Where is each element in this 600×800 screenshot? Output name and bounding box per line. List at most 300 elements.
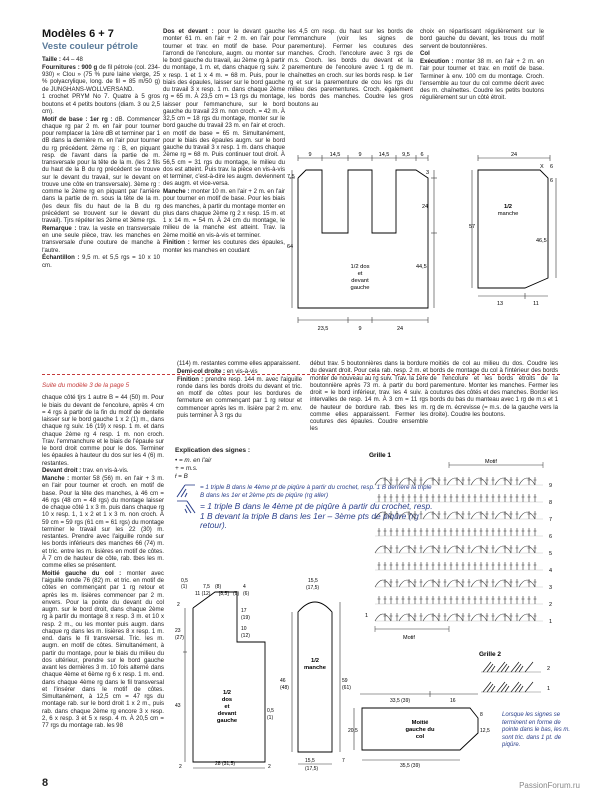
continuation-header: Suite du modèle 3 de la page 5 (42, 382, 130, 389)
grille1-stitch-mark (480, 596, 483, 604)
grille1-stitch-mark (444, 528, 447, 536)
grille1-stitch-mark (504, 562, 507, 570)
bottom-mid-paragraph-text: (114) m. restantes comme elles apparaissent. (177, 360, 301, 367)
grille1-stitch-mark (468, 494, 471, 502)
top-left-paragraph-label: Remarque : (42, 224, 77, 232)
grille1-stitch-mark (402, 562, 405, 570)
grille1-row-number: 4 (549, 568, 553, 574)
grille1-stitch-mark (420, 511, 423, 519)
top-right-paragraph-label: Col (420, 50, 430, 58)
grille1-stitch-mark (504, 528, 507, 536)
top-left-paragraph-label: Fournitures : 900 g (42, 63, 98, 71)
top-left-paragraph (42, 116, 160, 225)
bot-front-left-3: (27) (175, 635, 184, 641)
grille1-stitch-mark (432, 596, 435, 604)
grille1-stitch-mark (408, 562, 411, 570)
grille1-stitch-mark (375, 614, 391, 621)
bot-front-label-5: gauche (216, 718, 238, 724)
grille1-stitch-mark (390, 528, 393, 536)
bottom-middle2-column (310, 360, 428, 433)
top-middle-paragraphs (163, 28, 285, 254)
top-body-label-2: et (357, 271, 363, 277)
grille1-stitch-mark (468, 562, 471, 570)
grille1-stitch-mark (528, 596, 531, 604)
grille1-stitch-mark (378, 596, 381, 604)
grille1-stitch-mark (492, 477, 495, 485)
grille1-stitch-mark (414, 596, 417, 604)
grille1-stitch-mark (495, 614, 511, 621)
grille1-stitch-mark (444, 596, 447, 604)
top-body-dim-2: 14,5 (329, 152, 341, 158)
bot-front-right-2: (1) (267, 715, 274, 721)
grille1-stitch-mark (423, 614, 439, 621)
top-mid-paragraph-text: monter 10 m. en l'air + 2 m. en l'air pour tourner en motif de base. Pour les biais des manches, à partir du montage monter en plus dans chaque 2ème rg 2 x resp. 15 m. et 1 x 14 m. = 54 m. À 24 cm du montage, le milieu de la manche est atteint. Trav. la 2ème moitié en vis-à-vis et terminer. (163, 188, 285, 239)
top-body-bottom-dim-3: 24 (396, 326, 404, 332)
grille1-motif-top: Motif (485, 459, 497, 465)
grille1-stitch-mark (480, 528, 483, 536)
top-mid-paragraph-label: Manche : (163, 188, 190, 195)
grille1-stitch-mark (396, 613, 399, 621)
grille1-stitch-mark (492, 511, 495, 519)
bot-front-top-9: (6) (243, 591, 250, 597)
grille1-stitch-mark (378, 494, 381, 502)
bot-collar-label-1: Moitié (411, 720, 429, 726)
top-left-paragraph (42, 254, 160, 269)
grille1-stitch-mark (519, 614, 535, 621)
bot-front-mid-3: 10 (241, 626, 247, 632)
grille1-stitch-mark (519, 478, 535, 485)
top-mid2-paragraph-text: les 4,5 cm resp. du haut sur les bords de l'emmanchure (voir les signes de parementure). Fermer les coutures des manches. Croch. l'encolure avec 3 rgs de m.s. Croch. les bords du devant et la parementure de l'encolure avec 1 rg de m. chaînettes en croch. sur les bords resp. le 1er rg et sur la parementure de cou les rgs du milieu des parementures. Croch. également les bords des manches. Coudre les gros boutons au (288, 28, 413, 108)
continuation-paragraph (42, 394, 164, 467)
grille1-stitch-mark (516, 511, 519, 519)
grille1-stitch-mark (420, 528, 423, 536)
top-left-paragraph-text: de fil pétrole (col. 234-930) « Clou » (75 % pure laine vierge, 25 % polyacrylique, long. de fil = 85 m/50 g) de JUNGHANS-WOLLVERSAND. (42, 63, 160, 93)
grille1-stitch-mark (390, 596, 393, 604)
grille1-stitch-mark (480, 494, 483, 502)
bottom-right-paragraph-text: moitiés de col au milieu du dos. Coudre les bords de montage du col à l'intérieur des bords de l'encolure et les bords étroits de la parementure. Monter les manches. Fermer les coutures des côtés et des manches. Border les bords du bas du manteau avec 1 rg de m.s et 1 rg de m. écrevisse (= m.s. de la gauche vers la droite). Coudre les boutons. (430, 360, 558, 418)
bot-collar-right-1: 12,5 (480, 728, 490, 734)
grille1-stitch-mark (516, 528, 519, 536)
grille1-stitch-mark (375, 512, 391, 519)
grille1-chart (365, 447, 565, 642)
site-watermark: PassionForum.ru (519, 781, 580, 790)
top-body-left-dim-2: 64 (287, 244, 294, 250)
grille1-stitch-mark (516, 596, 519, 604)
legend-item-dc: ƚ = B (175, 473, 188, 480)
top-body-label-4: gauche (350, 285, 370, 291)
grille1-stitch-mark (420, 596, 423, 604)
grille1-stitch-mark (516, 545, 519, 553)
bot-sleeve-right-2: (61) (342, 685, 351, 691)
top-mid2-paragraph (288, 28, 413, 108)
grille1-stitch-mark (423, 478, 439, 485)
grille1-stitch-mark (402, 494, 405, 502)
grille1-row-number: 8 (549, 500, 553, 506)
grille1-stitch-mark (447, 512, 463, 519)
grille1-stitch-mark (471, 580, 487, 587)
continuation-paragraph-label: Moitié gauche du col : (42, 569, 122, 577)
grille1-stitch-mark (384, 596, 387, 604)
bot-front-left-1: 2 (177, 602, 180, 608)
top-sleeve-top-dim: 24 (510, 152, 518, 158)
bottom-mid-paragraph-text: en vis-à-vis (225, 367, 258, 375)
grille1-stitch-mark (420, 613, 423, 621)
grille1-stitch-mark (480, 562, 483, 570)
grille2-title: Grille 2 (479, 651, 502, 658)
continuation-paragraph-text: chaque côté tjrs 1 autre B = 44 (50) m. Pour le biais du devant de l'encolure, après 4 cm = 4 rgs à partir de la fin du motif de dentelle laisser sur le bord gauche 1 x 2 (1) m., dans chaque rg suiv. 16 (19) x resp. 1 m. et dans chaque 2ème rg 4 resp. 1 m. non croch. Trav. l'emmanchure et le biais de l'épaule sur le bord droit comme pour le dos. Terminer les épaules à hauteur du dos sur les 4 (6) m. restantes. (42, 394, 164, 467)
grille1-stitch-mark (408, 596, 411, 604)
legend-item-sc: + = m.s. (175, 465, 198, 472)
top-left-paragraph (42, 93, 160, 115)
grille1-stitch-mark (534, 494, 537, 502)
grille1-stitch-mark (438, 528, 441, 536)
grille1-stitch-mark (462, 596, 465, 604)
grille1-stitch-mark (432, 494, 435, 502)
bottom-mid2-paragraph-text: début trav. 5 boutonnières dans la bordure du devant droit. Pour cela rab. resp. 2 m. et monter de nouveau au rg suiv. Trav. la 1ère boutonnière après 73 m. à partir du bord droit = le bord inférieur, trav. les 4 suiv. à intervalles de resp. 14 m. À 3 cm = 11 rgs de hauteur de bordure rab. tbes les m. comme elles apparaissent. Fermer les coutures des épaules. Coudre ensemble les (310, 360, 428, 433)
grille1-stitch-mark (522, 494, 525, 502)
bot-front-top-8: 4 (243, 584, 246, 590)
top-body-dim-6: 6 (420, 152, 424, 158)
grille1-stitch-mark (516, 613, 519, 621)
grille1-stitch-mark (468, 613, 471, 621)
bot-sleeve-left-2: (48) (280, 685, 289, 691)
grille1-stitch-mark (462, 494, 465, 502)
grille1-stitch-mark (450, 562, 453, 570)
grille1-stitch-mark (486, 494, 489, 502)
grille1-stitch-mark (447, 546, 463, 553)
grille1-stitch-mark (456, 494, 459, 502)
top-middle-column (163, 28, 285, 254)
page-number: 8 (42, 777, 49, 789)
grille1-row-left-1: 1 (365, 613, 369, 619)
grille1-stitch-mark (495, 478, 511, 485)
bottom-middle2-paragraphs (310, 360, 428, 433)
top-right-paragraph-label: Exécution : (420, 58, 454, 65)
continuation-paragraph-label: Devant droit : (42, 467, 82, 475)
grille1-stitch-mark (414, 528, 417, 536)
bot-front-label-4: devant (217, 711, 237, 717)
grille1-stitch-mark (426, 528, 429, 536)
bot-front-top-2: (1) (181, 584, 188, 590)
top-body-diagram (288, 148, 438, 334)
top-sleeve-left-dim: 57 (469, 224, 476, 230)
grille1-stitch-mark (504, 494, 507, 502)
top-mid-paragraph (163, 28, 285, 188)
grille1-stitch-mark (468, 528, 471, 536)
grille1-stitch-mark (378, 562, 381, 570)
grille1-stitch-mark (399, 478, 415, 485)
bot-front-label-2: dos (221, 697, 233, 703)
grille1-stitch-mark (474, 494, 477, 502)
top-sleeve-diagram (470, 148, 560, 308)
grille1-stitch-mark (471, 614, 487, 621)
grille1-stitch-mark (510, 494, 513, 502)
bot-front-top-4: (8) (215, 584, 222, 590)
bottom-mid-paragraph (177, 360, 302, 367)
bottom-mid-paragraph (177, 376, 302, 420)
legend-item-note1: = 1 triple B dans le 4ème pt de piqûre à partir du crochet, resp. 1 B derrière la triple B dans les 1er et 2ème pts de piqûre (rg aller) (175, 484, 435, 500)
legend-title: Explication des signes : (175, 447, 251, 454)
bot-front-top-3: 7,5 (203, 584, 210, 590)
grille1-title: Grille 1 (369, 452, 392, 459)
top-body-dim-5: 9,5 (402, 152, 410, 158)
triple-b-back-icon (175, 484, 197, 498)
grille1-stitch-mark (498, 562, 501, 570)
triple-b-front-icon (175, 500, 197, 514)
top-body-dim-4: 14,5 (378, 152, 390, 158)
grille1-stitch-mark (399, 580, 415, 587)
grille1-stitch-mark (486, 562, 489, 570)
grille1-stitch-mark (426, 494, 429, 502)
grille1-stitch-mark (399, 512, 415, 519)
bot-front-top-6: [8,5] (219, 591, 229, 597)
top-left-paragraph-label: Échantillon : (42, 254, 80, 262)
grille1-stitch-mark (384, 562, 387, 570)
top-right-paragraphs (420, 28, 544, 102)
continuation-paragraphs (42, 394, 164, 729)
bottom-mid2-paragraph (310, 360, 428, 433)
grille1-stitch-mark (498, 596, 501, 604)
grille1-stitch-mark (396, 494, 399, 502)
top-sleeve-label-2: manche (497, 211, 519, 217)
continuation-paragraph-text: monter avec l'aiguille ronde 76 (82) m. et tric. en motif de côtes en commençant par 1 rg retour et après les m. lisières commencer par 2 m. envers. Pour la pointe du devant du col augm. sur le bord droit, dans chaque 2ème rg à partir du montage 8 x resp. 3 m. et 10 x resp. 2 m., ou les monter puis augm. dans chaque rg dans les m. lisières 8 x resp. 1 m. end. dans le fil transversal. Tric. les m. augm. en motif de côtes. Simultanément, à partir du montage, pour le biais du milieu du dos ultérieur, prendre sur le bord gauche avant les dernières 3 m. 10 fois alterné dans chaque 4ème et 6ème rg 6 x resp. 1 m. end. dans chaque 4ème rg dans le fil transversal et l'insérer dans le motif de côtes. Simultanément, à 12,5 cm = 47 rgs du montage rab. sur le bord droit 1 x 2 m., puis rab. dans chaque 2ème rg encore 3 x resp. 2, 6 x resp. 3 et 5 x resp. 4 m. À 20,5 cm = 77 rgs du montage rab. les 98 (42, 569, 164, 729)
continuation-paragraph-label: Manche : (42, 475, 70, 482)
top-right-paragraph (420, 28, 544, 50)
grille1-stitch-mark (444, 579, 447, 587)
grille1-stitch-mark (444, 613, 447, 621)
grille1-stitch-mark (438, 596, 441, 604)
grille1-stitch-mark (468, 511, 471, 519)
grille1-stitch-mark (462, 562, 465, 570)
grille1-stitch-mark (528, 562, 531, 570)
grille1-stitch-mark (450, 494, 453, 502)
grille1-stitch-mark (432, 528, 435, 536)
grille1-stitch-mark (474, 596, 477, 604)
grille1-stitch-mark (390, 494, 393, 502)
grille2-row-1: 1 (547, 686, 551, 692)
grille1-stitch-mark (474, 562, 477, 570)
grille1-stitch-mark (534, 528, 537, 536)
grille1-motif-bottom: Motif (403, 635, 415, 641)
bottom-front-diagram (175, 572, 280, 772)
bottom-right-paragraphs (430, 360, 558, 418)
grille1-stitch-mark (495, 546, 511, 553)
top-sleeve-bottom-dim-1: 13 (496, 301, 504, 307)
grille1-stitch-mark (447, 478, 463, 485)
top-left-paragraph (42, 56, 160, 63)
model-subtitle: Veste couleur pétrole (42, 41, 139, 52)
grille1-row-number: 9 (549, 483, 553, 489)
continuation-paragraph (42, 570, 164, 730)
bot-front-mid-4: (12) (241, 633, 250, 639)
grille1-stitch-mark (516, 579, 519, 587)
grille1-stitch-mark (492, 494, 495, 502)
bot-collar-top-1: 33,5 (39) (390, 698, 411, 704)
top-left-paragraph-text: 1 crochet PRYM No 7. Quatre à 5 gros boutons et 4 petits boutons (diam. 3 ou 2,5 cm). (42, 93, 160, 115)
grille1-stitch-mark (456, 596, 459, 604)
grille1-stitch-mark (396, 545, 399, 553)
grille1-stitch-mark (423, 546, 439, 553)
grille2-chart (475, 648, 565, 708)
top-sleeve-mark-x: X (540, 164, 544, 170)
grille1-stitch-mark (396, 596, 399, 604)
bot-collar-left-1: 20,5 (348, 728, 358, 734)
bot-collar-top-2: 16 (450, 698, 456, 704)
top-left-paragraph-text: dB. Commencer chaque rg par 2 m. en l'air pour tourner pour remplacer la 1ère dB et terminer par 1 dB dans la dernière m. en l'air pour tourner du rg précédent. 2ème rg : B, en piquant resp. de l'avant dans la partie de m. transversale pour la tête de la m. (les 2 fils du haut de la B du rg précédent se trouve sur le devant du travail, sur le devant on trouve une côte en transversale). 3ème rg : comme le 2ème rg en piquant par l'arrière dans la partie de m. sous la tête de la m. (les deux fils du haut de la B du rg précédent se trouvent sur le devant du travail). Tjrs répéter les 2ème et 3ème rgs. (42, 115, 161, 224)
top-sleeve-mark-6a: 6 (550, 164, 554, 170)
top-body-dim-3: 9 (358, 152, 362, 158)
bot-front-label-3: et (224, 704, 230, 710)
grille1-rows (375, 477, 552, 625)
grille1-stitch-mark (378, 528, 381, 536)
top-sleeve-label-1: 1/2 (503, 204, 513, 210)
grille1-stitch-mark (420, 579, 423, 587)
top-body-left-dim-1: 7,5 (287, 174, 295, 180)
grille1-stitch-mark (510, 528, 513, 536)
grille1-stitch-mark (420, 477, 423, 485)
grille1-stitch-mark (408, 494, 411, 502)
top-left-paragraphs (42, 56, 160, 269)
top-left-paragraph (42, 225, 160, 254)
top-sleeve-mark-6b: 6 (550, 178, 554, 184)
top-right-paragraph (420, 58, 544, 102)
bottom-mid-paragraph-text: prendre resp. 144 m. avec l'aiguille ronde dans les bords droits du devant et tric. en motif de côtes pour les bordures de fermeture en commençant par 1 rg retour et commencer après les m. lisière par 2 m. env. puis terminer À 3 rgs du (177, 375, 302, 419)
grille1-stitch-mark (519, 512, 535, 519)
grille1-stitch-mark (420, 545, 423, 553)
top-mid-paragraph (163, 239, 285, 254)
bot-front-left-2: 23 (175, 628, 181, 634)
legend-item-note2: = 1 triple B dans le 4ème pt de piqûre à partir du crochet, resp. 1 B devant la triple B dans les 1er – 3ème pts de piqûre (rg retour). (175, 500, 435, 531)
bot-collar-label-3: col (415, 734, 425, 740)
grille1-stitch-mark (444, 494, 447, 502)
grille1-stitch-mark (438, 562, 441, 570)
grille1-stitch-mark (426, 562, 429, 570)
bottom-collar-diagram (350, 688, 490, 768)
grille1-stitch-mark (534, 596, 537, 604)
top-left-paragraph (42, 64, 160, 93)
bot-sleeve-bottom-1: 15,5 (305, 758, 315, 764)
bot-front-top-1: 0,5 (181, 578, 188, 584)
grille1-stitch-mark (522, 596, 525, 604)
grille1-row-number: 2 (549, 602, 553, 608)
grille1-stitch-mark (432, 562, 435, 570)
bot-sleeve-label-2: manche (304, 665, 326, 671)
top-right-paragraph (420, 50, 544, 57)
grille1-stitch-mark (492, 562, 495, 570)
grille1-stitch-mark (444, 562, 447, 570)
top-left-paragraph-text: 9,5 m. et 5,5 rgs = 10 x 10 cm. (42, 254, 161, 269)
grille1-stitch-mark (498, 494, 501, 502)
grille1-stitch-mark (492, 596, 495, 604)
top-sleeve-bottom-dim-2: 11 (533, 301, 539, 307)
grille1-stitch-mark (468, 579, 471, 587)
bot-front-mid-2: (19) (241, 615, 250, 621)
grille1-row-number: 1 (549, 619, 553, 625)
grille1-stitch-mark (522, 562, 525, 570)
grille1-stitch-mark (504, 596, 507, 604)
grille1-stitch-mark (423, 512, 439, 519)
grille1-stitch-mark (462, 528, 465, 536)
bot-collar-right-2: 8 (480, 712, 483, 718)
continuation-paragraph-text: trav. en vis-à-vis. (81, 467, 129, 475)
grille1-stitch-mark (468, 596, 471, 604)
bottom-sleeve-diagram (280, 572, 358, 772)
bot-front-label-1: 1/2 (222, 690, 232, 696)
bot-front-top-7: (9) (233, 591, 240, 597)
bottom-mid-paragraph (177, 368, 302, 375)
grille1-stitch-mark (495, 512, 511, 519)
grille1-stitch-mark (375, 478, 391, 485)
grille1-stitch-mark (516, 494, 519, 502)
top-left-paragraph-label: Motif de base : 1er rg : (42, 115, 113, 123)
grille1-stitch-mark (396, 528, 399, 536)
continuation-paragraph (42, 475, 164, 569)
bottom-mid-paragraph-label: Demi-col droite : (177, 367, 226, 375)
grille1-stitch-mark (468, 545, 471, 553)
grille1-stitch-mark (534, 562, 537, 570)
grille1-stitch-mark (498, 528, 501, 536)
grille1-stitch-mark (447, 614, 463, 621)
model-title: Modèles 6 + 7 (42, 28, 114, 40)
grille1-stitch-mark (516, 477, 519, 485)
top-body-bottom-dim-1: 23,5 (317, 326, 329, 332)
grille1-stitch-mark (402, 596, 405, 604)
bot-front-bottom-3: 2 (268, 764, 271, 770)
grille1-stitch-mark (375, 546, 391, 553)
grille1-row-number: 3 (549, 585, 553, 591)
grille1-stitch-mark (423, 580, 439, 587)
grille1-stitch-mark (420, 562, 423, 570)
top-right-paragraph-text: choix en répartissant régulièrement sur le bord gauche du devant, les trous du motif servent de boutonnières. (420, 28, 544, 50)
grille1-stitch-mark (426, 596, 429, 604)
bot-sleeve-bottom-3: 7 (342, 758, 345, 764)
bot-front-bottom-1: 28 (31,5) (215, 761, 236, 767)
grille1-row-number: 7 (549, 517, 553, 523)
grille1-stitch-mark (384, 528, 387, 536)
grille1-stitch-mark (492, 613, 495, 621)
top-left-column (42, 28, 160, 269)
grille1-stitch-mark (399, 614, 415, 621)
grille1-stitch-mark (399, 546, 415, 553)
bot-front-mid-1: 17 (241, 608, 247, 614)
grille1-stitch-mark (414, 562, 417, 570)
bot-front-bottom-2: 2 (179, 764, 182, 770)
bot-sleeve-top-2: (17,5) (306, 585, 320, 591)
grille1-stitch-mark (471, 512, 487, 519)
grille1-stitch-mark (492, 579, 495, 587)
continuation-paragraph-text: monter 58 (56) m. en l'air + 3 m. en l'air pour tourner et croch. en motif de base. Pour la tête des manches, à 46 cm = 46 rgs (48 cm = 48 rgs) du montage laisser de chaque côté 1 x 3 m. puis dans chaque rg 10 x resp. 1, 1 x 2 et 1 x 3 m. non croch. À 59 cm = 59 rgs (61 cm = 61 rgs) du montage terminer le travail sur les 22 (30) m. restantes. Prendre avec l'aiguille ronde sur les bords inférieurs des manches 66 (74) m. et tric. entre les m. lisières en motif de côtes. À 7 cm de hauteur de côte, rab. tbes les m. comme elles se présentent. (42, 475, 164, 569)
grille1-stitch-mark (456, 528, 459, 536)
bot-sleeve-top-1: 15,5 (308, 578, 318, 584)
legend-item-chain: • = m. en l'air (175, 457, 212, 464)
grille1-stitch-mark (414, 494, 417, 502)
bottom-mid-paragraph-label: Finition : (177, 375, 204, 383)
top-mid-paragraph-text: fermer les coutures des épaules, monter les manches en coudant (163, 239, 285, 254)
grille1-stitch-mark (486, 528, 489, 536)
top-sleeve-right-dim: 46,5 (536, 238, 547, 244)
grille1-stitch-mark (444, 545, 447, 553)
grille1-stitch-mark (528, 494, 531, 502)
grille1-stitch-mark (510, 596, 513, 604)
grille1-stitch-mark (450, 596, 453, 604)
grille1-stitch-mark (471, 478, 487, 485)
continuation-column (42, 382, 164, 730)
bot-front-left-4: 43 (175, 703, 181, 709)
grille1-stitch-mark (444, 511, 447, 519)
grille1-stitch-mark (375, 580, 391, 587)
bottom-middle-column (177, 360, 302, 420)
bot-collar-bottom-1: 35,5 (39) (400, 763, 421, 769)
